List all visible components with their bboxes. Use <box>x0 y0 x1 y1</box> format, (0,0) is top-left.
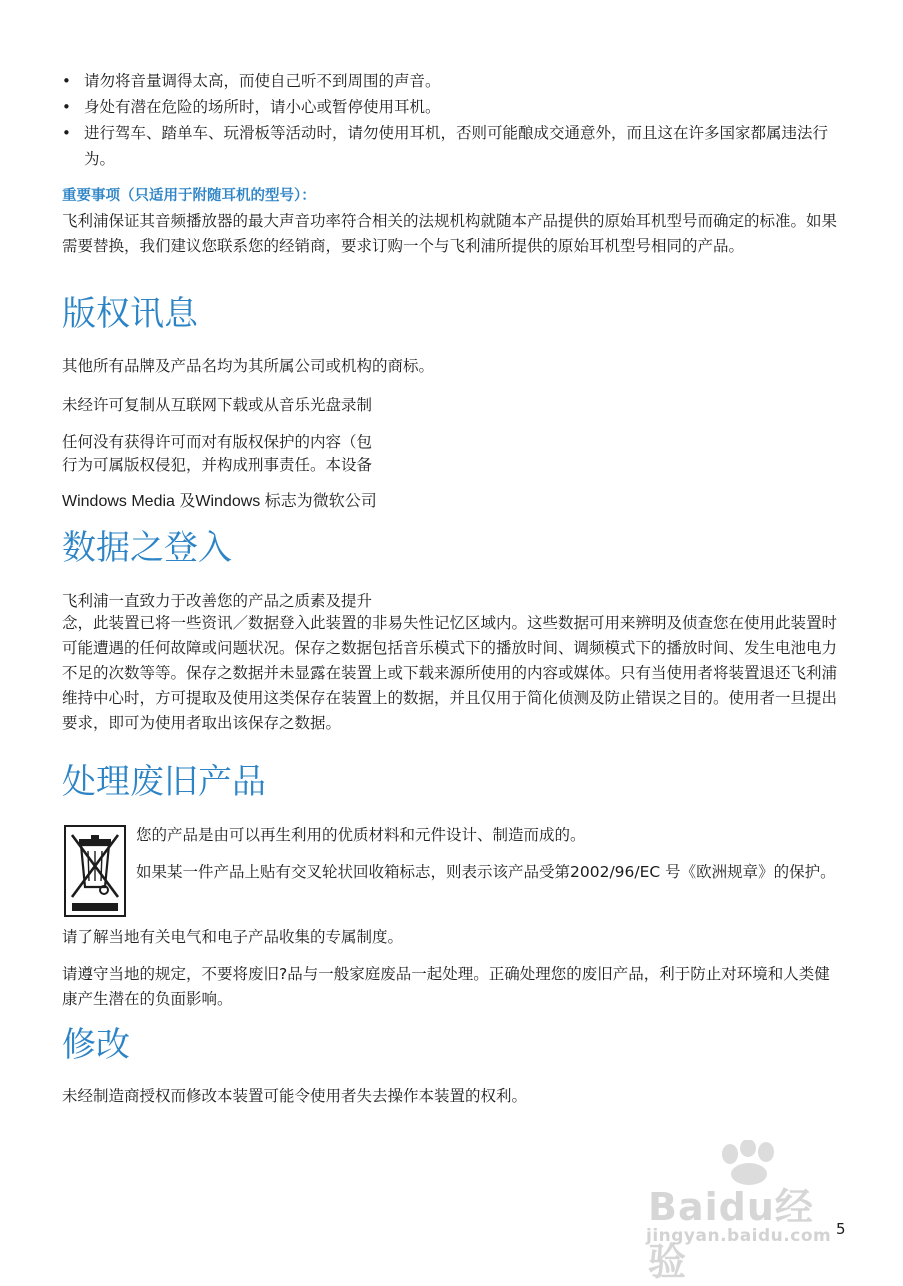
page-number: 5 <box>836 1220 846 1238</box>
disposal-heading: 处理废旧产品 <box>62 762 266 802</box>
data-logging-line-1: 飞利浦一直致力于改善您的产品之质素及提升 <box>62 592 373 610</box>
copyright-paragraph-3-line-1: 任何没有获得许可而对有版权保护的内容（包 <box>62 433 373 451</box>
bullet-item: • 请勿将音量调得太高，而使自己听不到周围的声音。 <box>62 68 852 94</box>
disposal-paragraph-3: 请了解当地有关电气和电子产品收集的专属制度。 <box>62 928 404 946</box>
copyright-paragraph-2: 未经许可复制从互联网下载或从音乐光盘录制 <box>62 396 373 414</box>
copyright-heading: 版权讯息 <box>62 294 198 334</box>
safety-bullet-list <box>62 68 852 172</box>
disposal-paragraph-4: 请遵守当地的规定，不要将废旧?品与一般家庭废品一起处理。正确处理您的废旧产品，利于防止对环境和人类健康产生潜在的负面影响。 <box>62 965 830 1008</box>
copyright-paragraph-3-line-2: 行为可属版权侵犯，并构成刑事责任。本设备 <box>62 456 373 474</box>
disposal-paragraph-2: 如果某一件产品上贴有交叉轮状回收箱标志，则表示该产品受第2002/96/EC 号《欧洲规章》的保护。 <box>136 863 836 881</box>
modifications-heading: 修改 <box>62 1025 130 1065</box>
bullet-item: • 身处有潜在危险的场所时，请小心或暂停使用耳机。 <box>62 94 852 120</box>
disposal-paragraph-1: 您的产品是由可以再生利用的优质材料和元件设计、制造而成的。 <box>136 826 586 844</box>
crossed-wheelie-bin-icon <box>64 825 126 917</box>
important-note-title: 重要事项（只适用于附随耳机的型号）： <box>62 188 316 204</box>
copyright-paragraph-1: 其他所有品牌及产品名均为其所属公司或机构的商标。 <box>62 357 435 375</box>
watermark-brand: Baidu经验 <box>648 1185 814 1284</box>
copyright-paragraph-4: Windows Media 及Windows 标志为微软公司 <box>62 493 377 510</box>
important-note-body: 飞利浦保证其音频播放器的最大声音功率符合相关的法规机构就随本产品提供的原始耳机型号而确定的标准。如果需要替换，我们建议您联系您的经销商，要求订购一个与飞利浦所提供的原始耳机型号相同的产品。 <box>62 212 838 255</box>
modifications-paragraph: 未经制造商授权而修改本装置可能令使用者失去操作本装置的权利。 <box>62 1087 528 1105</box>
baidu-watermark <box>640 1140 850 1284</box>
data-logging-body: 念，此装置已将一些资讯／数据登入此装置的非易失性记忆区域内。这些数据可用来辨明及侦查您在使用此装置时可能遭遇的任何故障或问题状况。保存之数据包括音乐模式下的播放时间、调频模式下的播放时间、发生电池电力不足的次数等等。保存之数据并未显露在装置上或下载来源所使用的内容或媒体。只有当使用者将装置退还飞利浦维持中心时，方可提取及使用这类保存在装置上的数据，并且仅用于简化侦测及防止错误之目的。使用者一旦提出要求，即可为使用者取出该保存之数据。 <box>62 614 838 732</box>
bullet-item: • 进行驾车、踏单车、玩滑板等活动时，请勿使用耳机，否则可能酿成交通意外，而且这在许多国家都属违法行为。 <box>62 120 852 172</box>
data-logging-heading: 数据之登入 <box>62 528 232 568</box>
watermark-url: jingyan.baidu.com <box>646 1226 832 1246</box>
